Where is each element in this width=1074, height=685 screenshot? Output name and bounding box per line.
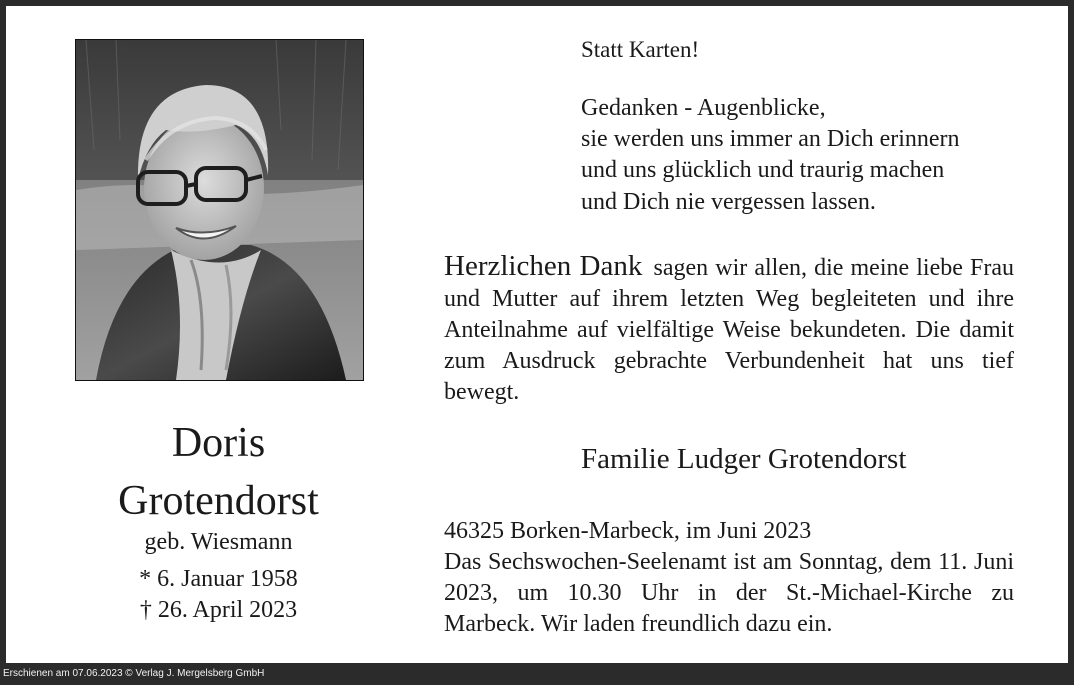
deceased-first-name: Doris (171, 420, 266, 466)
family-signature: Familie Ludger Grotendorst (581, 443, 907, 475)
thanks-paragraph (444, 251, 1014, 408)
place-date: 46325 Borken-Marbeck, im Juni 2023 (444, 518, 812, 544)
thanks-text: sagen wir allen, die meine liebe Frau und Mutter auf ihrem letzten Weg begleiteten und ihre Anteilnahme auf vielfältige Weise bekundeten. Die damit zum Ausdruck gebrachte Verbundenheit hat uns tief bewegt. (444, 255, 1014, 405)
death-date: † 26. April 2023 (139, 597, 298, 623)
deceased-last-name: Grotendorst (118, 478, 319, 524)
obituary-card (6, 6, 1068, 663)
poem-line-3: und uns glücklich und traurig machen (581, 157, 945, 183)
service-notice (444, 516, 1014, 640)
statt-karten-heading: Statt Karten! (581, 37, 700, 62)
poem-line-1: Gedanken - Augenblicke, (581, 95, 826, 121)
portrait-photo (75, 39, 364, 381)
poem-line-2: sie werden uns immer an Dich erinnern (581, 126, 960, 152)
service-text: Das Sechswochen-Seelenamt ist am Sonntag, dem 11. Juni 2023, um 10.30 Uhr in der St.-Michael-Kirche zu Marbeck. Wir laden freundlich dazu ein. (444, 549, 1014, 637)
publication-footer: Erschienen am 07.06.2023 © Verlag J. Mergelsberg GmbH (3, 668, 265, 679)
birth-date: * 6. Januar 1958 (139, 566, 298, 592)
poem-line-4: und Dich nie vergessen lassen. (581, 189, 876, 215)
portrait-image (76, 40, 363, 380)
thanks-lead: Herzlichen Dank (444, 250, 643, 282)
birth-name: geb. Wiesmann (144, 529, 293, 555)
